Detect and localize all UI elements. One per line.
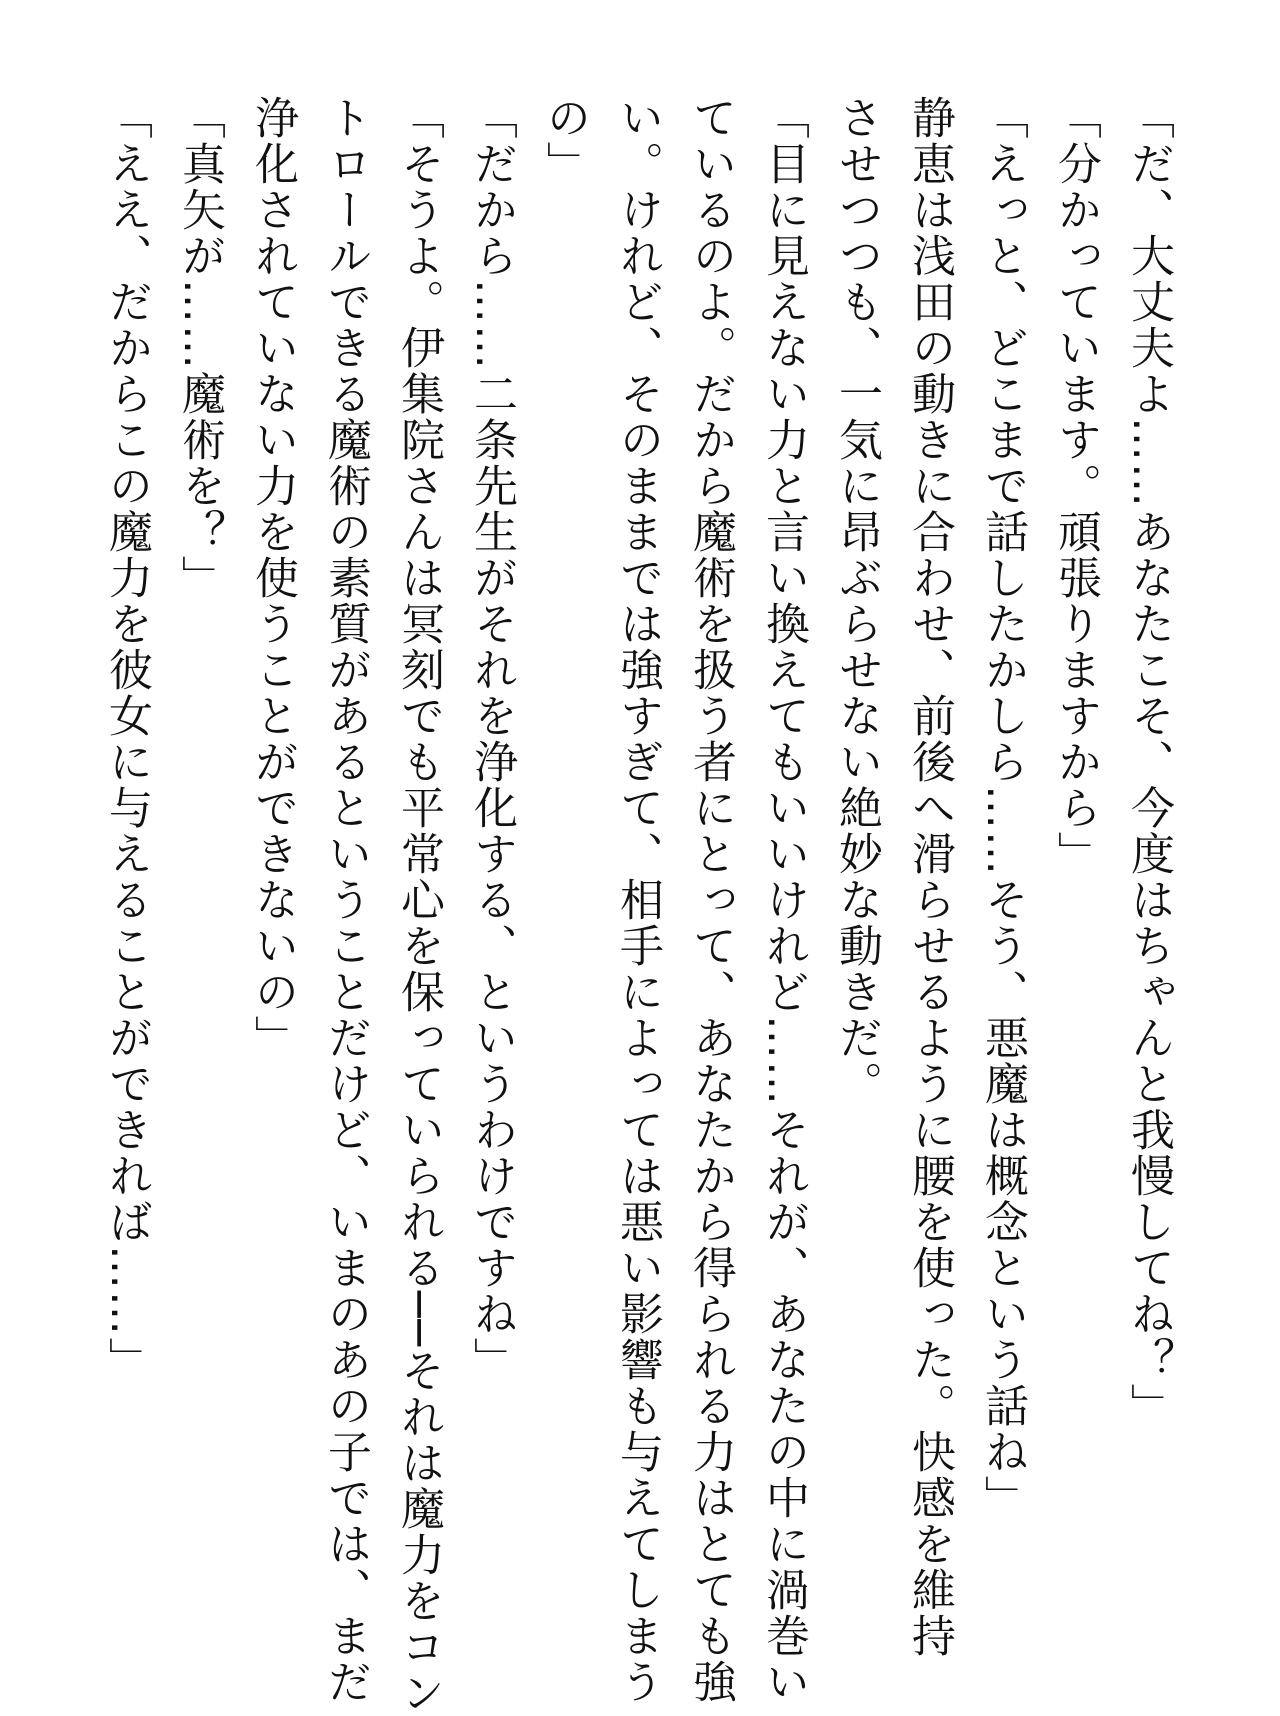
text-line: ているのよ。だから魔術を扱う者にとって、あなたから得られる力はとても強 [685, 95, 736, 1705]
text-line: 「だ、大丈夫よ……あなたこそ、今度はちゃんと我慢してね？」 [1123, 95, 1174, 1429]
text-line: 静恵は浅田の動きに合わせ、前後へ滑らせるように腰を使った。快感を維持 [904, 95, 955, 1659]
text-line: 「だから……二条先生がそれを浄化する、というわけですね」 [466, 95, 517, 1383]
text-line: 「真矢が……魔術を？」 [174, 95, 225, 601]
vertical-text-body [85, 95, 1185, 1716]
text-line: の」 [539, 95, 590, 187]
text-line: 「分かっています。頑張りますから」 [1050, 95, 1101, 877]
text-line: 「えっと、どこまで話したかしら……そう、悪魔は概念という話ね」 [977, 95, 1028, 1521]
text-line: 「そうよ。伊集院さんは冥刻でも平常心を保っていられる──それは魔力をコン [393, 95, 444, 1716]
text-line: させつつも、一気に昂ぶらせない絶妙な動きだ。 [831, 95, 882, 1107]
text-line: トロールできる魔術の素質があるということだけど、いまのあの子では、まだ [320, 95, 371, 1705]
text-line: 「ええ、だからこの魔力を彼女に与えることができれば……」 [101, 95, 152, 1383]
text-line: 「目に見えない力と言い換えてもいいけれど……それが、あなたの中に渦巻い [758, 95, 809, 1705]
text-line: 浄化されていない力を使うことができないの」 [247, 95, 298, 1061]
text-line: い。けれど、そのままでは強すぎて、相手によっては悪い影響も与えてしまう [612, 95, 663, 1705]
